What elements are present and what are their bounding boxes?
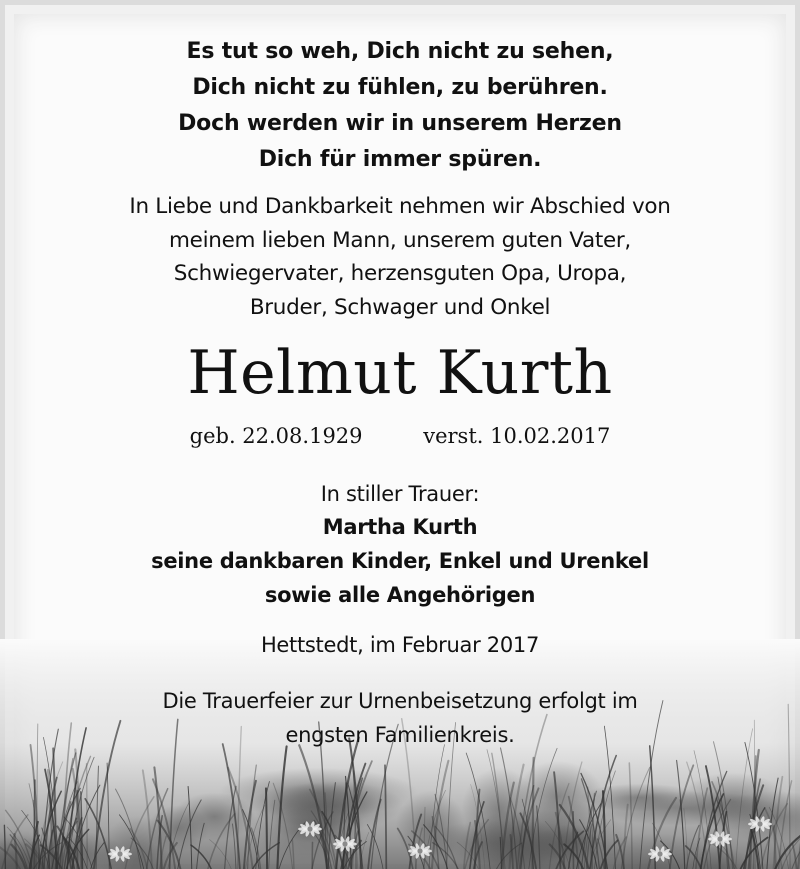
meadow-grass-flowers-image (0, 639, 800, 869)
funeral-notice (0, 684, 800, 752)
mourner-name: Martha Kurth (322, 515, 478, 539)
poem-line: Doch werden wir in unserem Herzen (178, 111, 622, 136)
mourner-name: sowie alle Angehörigen (264, 583, 536, 607)
life-dates (0, 420, 800, 452)
mourners-list (0, 510, 800, 612)
notice-line: Die Trauerfeier zur Urnenbeisetzung erfolgt im (162, 689, 638, 713)
notice-line: engsten Familienkreis. (285, 723, 515, 747)
mourner-name: seine dankbaren Kinder, Enkel und Urenkel (151, 549, 649, 573)
death-date: verst. 10.02.2017 (423, 424, 611, 448)
farewell-line: In Liebe und Dankbarkeit nehmen wir Abschied von (129, 194, 671, 219)
farewell-text (0, 190, 800, 324)
farewell-line: Bruder, Schwager und Onkel (249, 294, 551, 320)
poem (0, 34, 800, 178)
poem-line: Es tut so weh, Dich nicht zu sehen, (186, 39, 614, 64)
poem-line: Dich für immer spüren. (258, 147, 542, 172)
farewell-line: Schwiegervater, herzensguten Opa, Uropa, (173, 261, 627, 286)
poem-line: Dich nicht zu fühlen, zu berühren. (192, 75, 608, 100)
farewell-line: meinem lieben Mann, unserem guten Vater, (169, 227, 631, 253)
deceased-name: Helmut Kurth (187, 338, 613, 408)
place-and-date: Hettstedt, im Februar 2017 (260, 633, 540, 657)
mourners-label: In stiller Trauer: (320, 482, 480, 506)
birth-date: geb. 22.08.1929 (189, 424, 363, 448)
